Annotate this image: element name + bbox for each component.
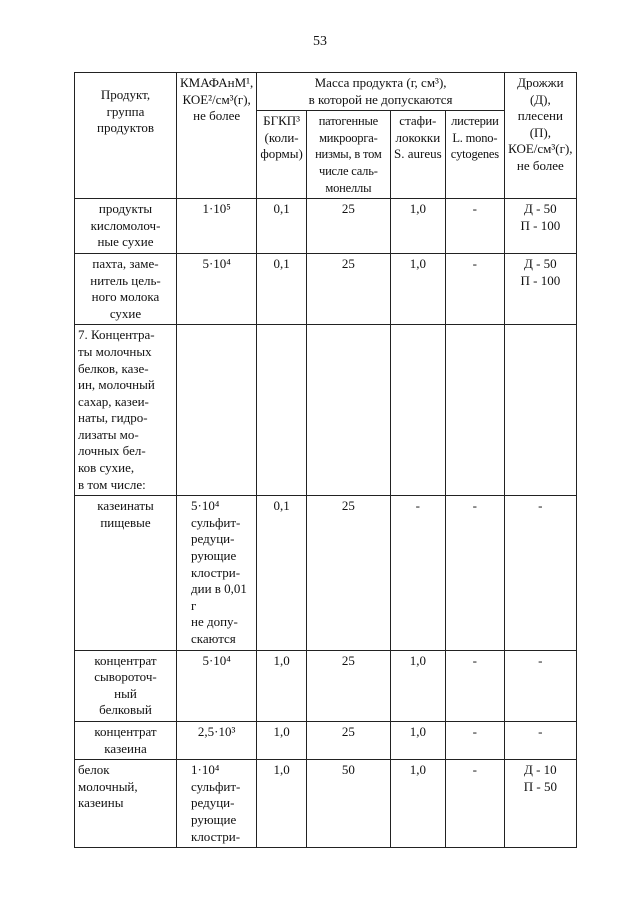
listeria-cell: -	[445, 760, 504, 848]
listeria-cell: -	[445, 253, 504, 324]
kmafanm-cell: 5·10⁴ сульфит- редуци- рующие клостри- дии в 0,01 г не допу- скаются	[177, 496, 257, 650]
yeast-cell: Д - 50 П - 100	[504, 253, 576, 324]
product-cell: белок молочный, казеины	[75, 760, 177, 848]
listeria-cell: -	[445, 199, 504, 254]
listeria-cell: -	[445, 650, 504, 721]
staph-cell: 1,0	[390, 760, 445, 848]
table-row	[75, 721, 577, 759]
product-cell: пахта, заме- нитель цель- ного молока сухие	[75, 253, 177, 324]
pathogenic-cell: 25	[306, 496, 390, 650]
bgkp-cell: 0,1	[257, 199, 307, 254]
kmafanm-cell: 5·10⁴	[177, 650, 257, 721]
pathogenic-cell: 50	[306, 760, 390, 848]
pathogenic-cell: 25	[306, 721, 390, 759]
staph-cell: -	[390, 496, 445, 650]
pathogenic-cell	[306, 325, 390, 496]
table-row	[75, 496, 577, 650]
yeast-cell: -	[504, 650, 576, 721]
table-row	[75, 199, 577, 254]
microbiology-table	[74, 72, 577, 848]
product-cell: концентрат казеина	[75, 721, 177, 759]
bgkp-cell: 0,1	[257, 496, 307, 650]
pathogenic-cell: 25	[306, 253, 390, 324]
staph-cell: 1,0	[390, 253, 445, 324]
header-product: Продукт, группа продуктов	[75, 73, 177, 199]
bgkp-cell: 1,0	[257, 721, 307, 759]
listeria-cell: -	[445, 721, 504, 759]
kmafanm-cell: 1·10⁴ сульфит- редуци- рующие клостри-	[177, 760, 257, 848]
product-cell: казеинаты пищевые	[75, 496, 177, 650]
listeria-cell	[445, 325, 504, 496]
yeast-cell	[504, 325, 576, 496]
header-staph: стафи- лококки S. aureus	[390, 111, 445, 199]
staph-cell: 1,0	[390, 721, 445, 759]
header-listeria: листерии L. mono- cytogenes	[445, 111, 504, 199]
kmafanm-cell	[177, 325, 257, 496]
listeria-cell: -	[445, 496, 504, 650]
header-mass-group: Масса продукта (г, см³), в которой не допускаются	[257, 73, 505, 111]
header-kmafanm: КМАФАнМ¹, КОЕ²/см³(г), не более	[177, 73, 257, 199]
header-yeast-mold: Дрожжи (Д), плесени (П), КОЕ/см³(г), не более	[504, 73, 576, 199]
bgkp-cell: 1,0	[257, 650, 307, 721]
yeast-cell: Д - 50 П - 100	[504, 199, 576, 254]
pathogenic-cell: 25	[306, 199, 390, 254]
table-row	[75, 325, 577, 496]
table-row	[75, 650, 577, 721]
page-number: 53	[313, 34, 327, 49]
yeast-cell: Д - 10 П - 50	[504, 760, 576, 848]
kmafanm-cell: 5·10⁴	[177, 253, 257, 324]
header-bgkp: БГКП³ (коли- формы)	[257, 111, 307, 199]
staph-cell: 1,0	[390, 650, 445, 721]
pathogenic-cell: 25	[306, 650, 390, 721]
product-cell: 7. Концентра- ты молочных белков, казе- ин, молочный сахар, казеи- наты, гидро- лизаты мо- лочных бел- ков сухие, в том числе:	[75, 325, 177, 496]
staph-cell	[390, 325, 445, 496]
header-pathogenic: патогенные микрооргa- низмы, в том числе саль- монеллы	[306, 111, 390, 199]
table-row	[75, 253, 577, 324]
kmafanm-cell: 1·10⁵	[177, 199, 257, 254]
product-cell: концентрат сывороточ- ный белковый	[75, 650, 177, 721]
table-row	[75, 760, 577, 848]
staph-cell: 1,0	[390, 199, 445, 254]
yeast-cell: -	[504, 496, 576, 650]
product-cell: продукты кисломолоч- ные сухие	[75, 199, 177, 254]
yeast-cell: -	[504, 721, 576, 759]
bgkp-cell: 1,0	[257, 760, 307, 848]
bgkp-cell: 0,1	[257, 253, 307, 324]
bgkp-cell	[257, 325, 307, 496]
kmafanm-cell: 2,5·10³	[177, 721, 257, 759]
